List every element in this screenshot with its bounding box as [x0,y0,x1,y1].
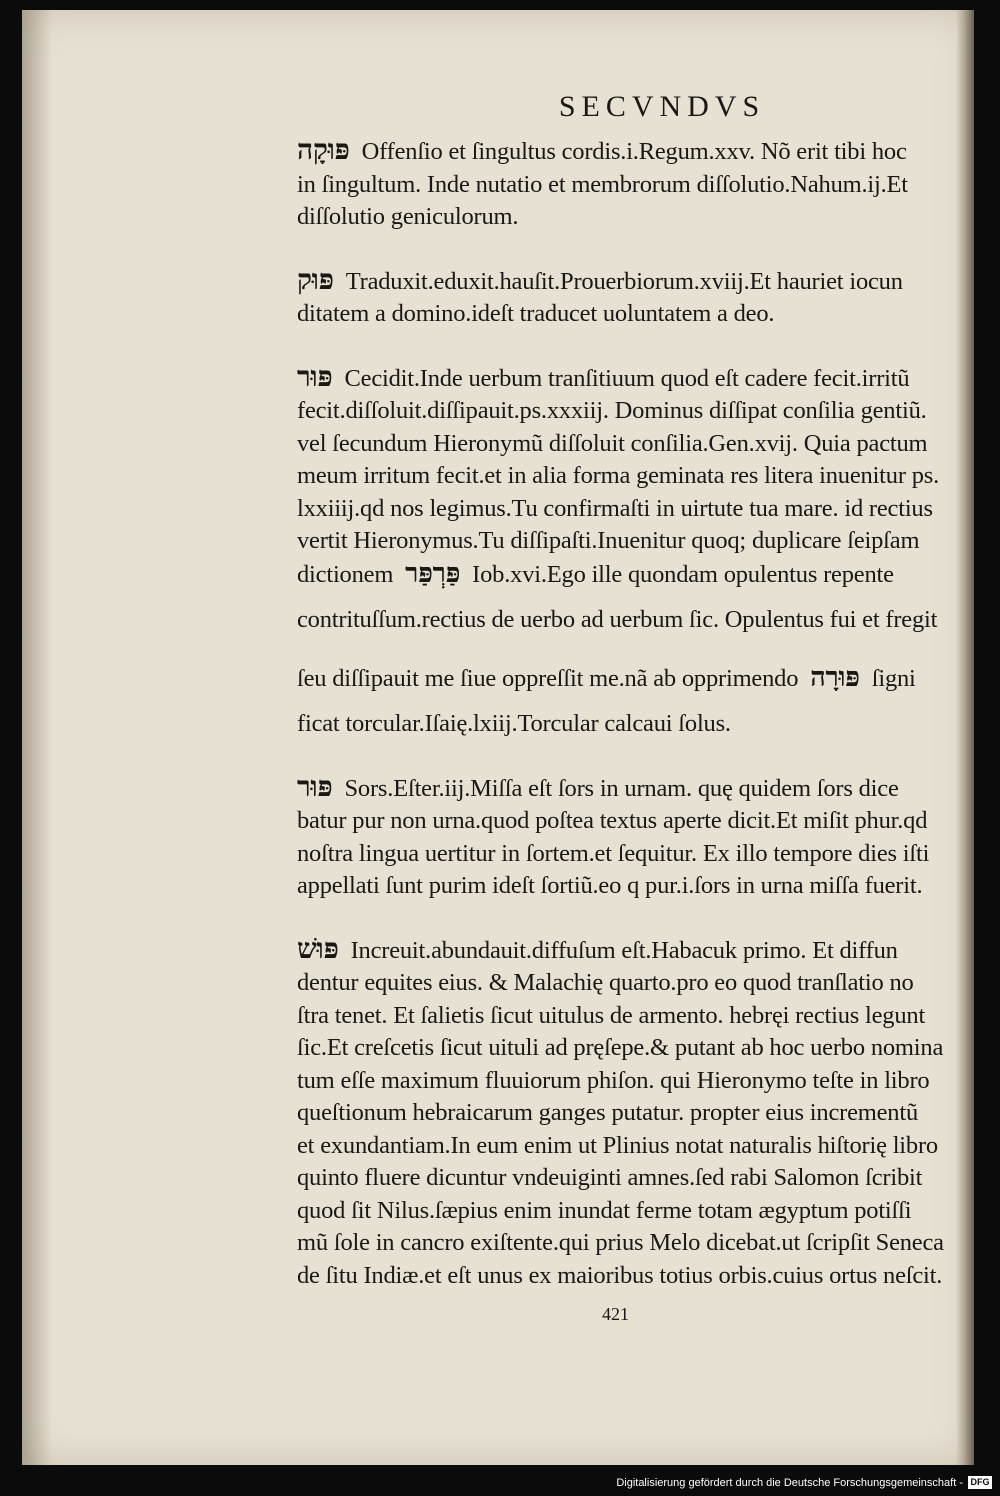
hebrew-headword: פּוּקָה [297,133,350,166]
book-page [22,10,974,1465]
credit-text: Digitalisierung gefördert durch die Deutsche Forschungsgemeinschaft - [616,1476,963,1489]
entry-line: tum eſſe maximum fluuiorum phiſon. qui Hieronymo teſte in libro [297,1066,930,1094]
entry-line: diſſolutio geniculorum. [297,203,519,230]
entry-line: ficat torcular.Iſaię.lxiij.Torcular calcaui ſolus. [297,710,731,737]
entry-line: queſtionum hebraicarum ganges putatur. propter eius incrementũ [297,1099,918,1126]
entry-text: Cecidit.Inde uerbum tranſitiuum quod eſt cadere fecit.irritũ [344,364,910,392]
entry-line [297,361,987,396]
dictionary-entry [297,134,987,234]
hebrew-headword: פּוּר [297,769,333,803]
running-head: SECVNDVS [558,90,766,123]
entry-text: ſigni [871,665,916,692]
entry-line [297,933,987,968]
entry-text: Sors.Eſter.iij.Miſſa eſt ſors in urnam. quę quidem ſors dice [344,774,899,802]
entry-line: quod ſit Nilus.ſæpius enim inundat ferme totam ægyptum potiſſi [297,1196,912,1224]
text-block [297,90,987,1325]
entry-line [297,264,987,299]
entry-line: appellati ſunt purim ideſt ſortiũ.eo q pur.i.ſors in urna miſſa fuerit. [297,872,923,899]
hebrew-headword: פּוּר [297,359,333,393]
dfg-logo-icon: DFG [968,1476,992,1489]
entry-text: Iob.xvi.Ego ille quondam opulentus repente [472,560,894,588]
entry-text: Increuit.abundauit.diffuſum eſt.Habacuk primo. Et diffun [350,936,898,964]
entry-line: ſic.Et creſcetis ſicut uituli ad pręſepe.& putant ab hoc uerbo nomina [297,1034,944,1061]
entry-line: contrituſſum.rectius de uerbo ad uerbum ſic. Opulentus fui et fregit [297,606,938,633]
entry-text: Traduxit.eduxit.hauſit.Prouerbiorum.xviij.Et hauriet iocun [345,267,903,295]
digitization-credit [616,1476,992,1489]
entry-line: mũ ſole in cancro exiſtente.qui prius Melo dicebat.ut ſcripſit Seneca [297,1229,944,1256]
hebrew-inline-word: פַּרְפַּר [405,557,461,589]
page-gutter-shadow [22,10,52,1465]
entry-line: vertit Hieronymus.Tu diſſipaſti.Inuenitur quoq; duplicare ſeipſam [297,527,920,554]
folio-number: 421 [602,1304,629,1324]
entry-line: lxxiiij.qd nos legimus.Tu confirmaſti in uirtute tua mare. id rectius [297,494,933,522]
entry-line: quinto fluere dicuntur vndeuiginti amnes.ſed rabi Salomon ſcribit [297,1164,923,1191]
hebrew-headword: פּוּק [297,262,334,296]
entry-text: ſeu diſſipauit me ſiue oppreſſit me.nã ab opprimendo [297,665,799,692]
entry-line: ditatem a domino.ideſt traducet uoluntatem a deo. [297,300,775,327]
entry-line: fecit.diſſoluit.diſſipauit.ps.xxxiij. Dominus diſſipat conſilia gentiũ. [297,397,927,424]
entry-line: vel ſecundum Hieronymũ diſſoluit conſilia.Gen.xvij. Quia pactum [297,429,928,457]
dictionary-entry [297,361,987,741]
entry-line: noſtra lingua uertitur in ſortem.et ſequitur. Ex illo tempore dies iſti [297,839,930,867]
entry-line: dentur equites eius. & Malachię quarto.pro eo quod tranſlatio no [297,969,914,996]
hebrew-headword: פּוּשׁ [297,931,339,965]
dictionary-entry [297,771,987,903]
entry-line [297,558,987,592]
entry-line: batur pur non urna.quod poſtea textus aperte dicit.Et miſit phur.qd [297,807,928,834]
dictionary-entry [297,933,987,1293]
hebrew-inline-word: פּוּרָה [810,662,860,693]
entry-line: in ſingultum. Inde nutatio et membrorum diſſolutio.Nahum.ij.Et [297,170,908,198]
entry-line: et exundantiam.In eum enim ut Plinius notat naturalis hiſtorię libro [297,1131,938,1159]
entry-line: ſtra tenet. Et ſalietis ſicut uitulus de armento. hebręi rectius legunt [297,1001,926,1029]
entry-line: de ſitu Indiæ.et eſt unus ex maioribus totius orbis.cuius ortus neſcit. [297,1261,943,1289]
entry-line [297,649,987,708]
entry-line [297,771,987,806]
dictionary-entry [297,264,987,331]
entry-text: dictionem [297,560,394,588]
entry-line: meum irritum fecit.et in alia forma geminata res litera inuenitur ps. [297,462,940,489]
entry-line [297,134,987,169]
entry-text: Offenſio et ſingultus cordis.i.Regum.xxv. Nõ erit tibi hoc [361,138,907,165]
